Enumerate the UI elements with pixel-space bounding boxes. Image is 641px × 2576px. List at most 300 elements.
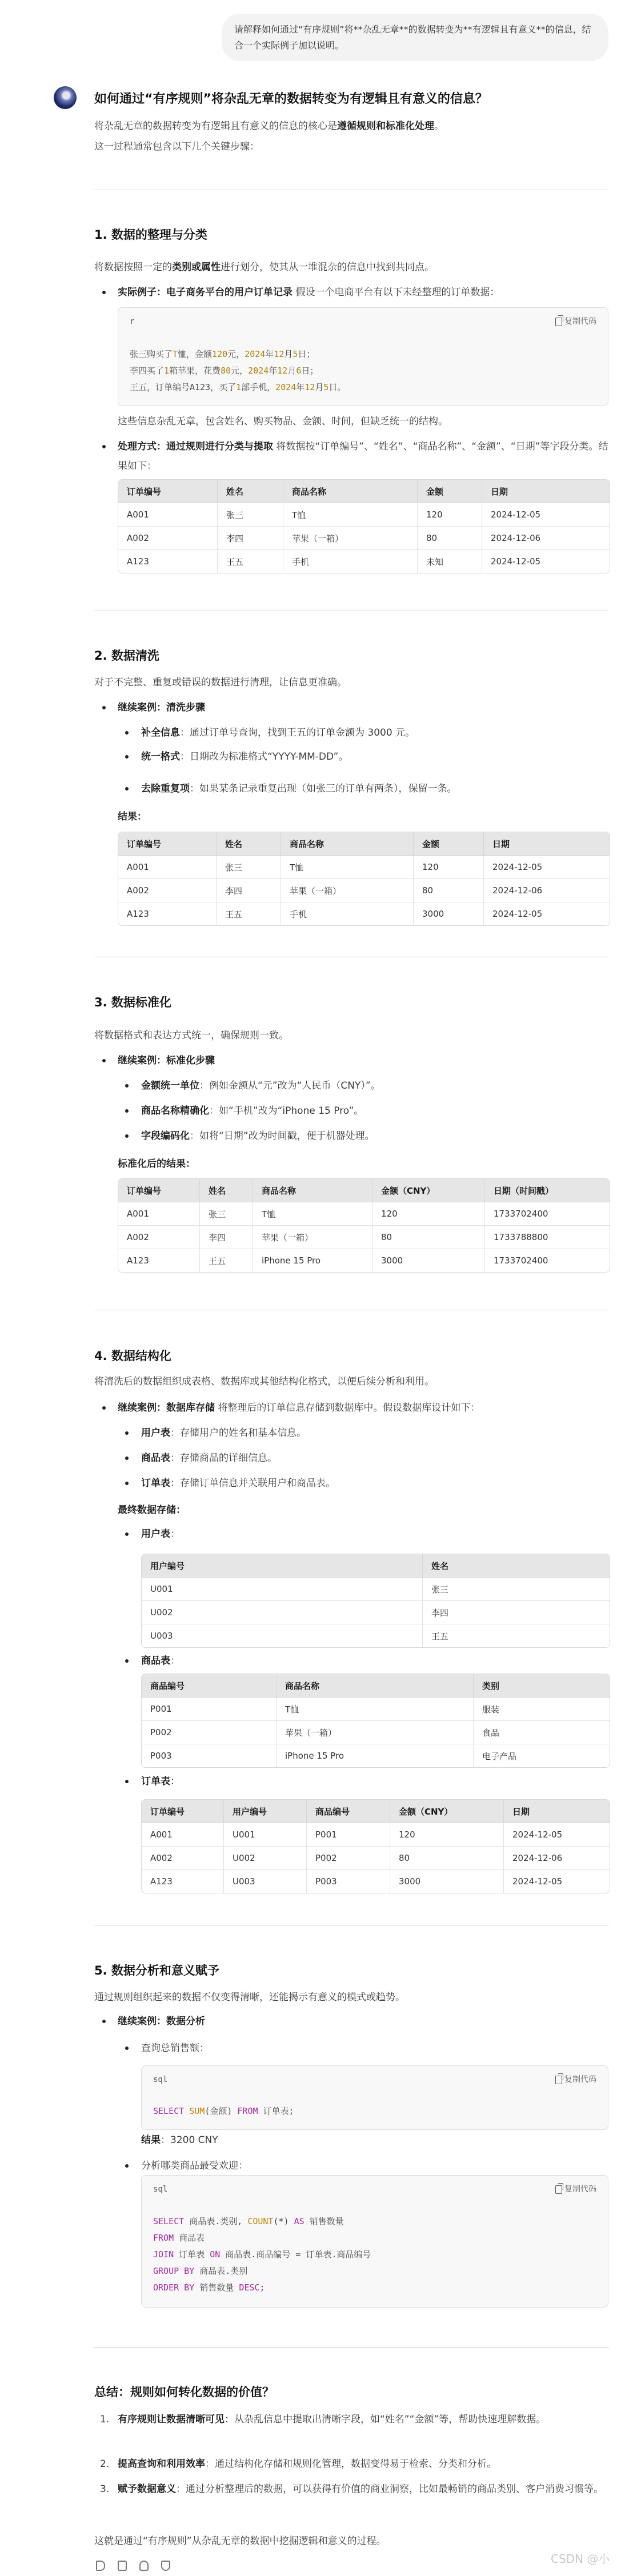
code-number: 5 [293, 349, 298, 359]
code-text: 箱苹果，花费 [169, 366, 221, 376]
code-number: 12 [277, 366, 288, 376]
list-number: 3. [100, 2483, 110, 2495]
code-text: 年 [265, 349, 274, 359]
code-keyword: SELECT [153, 2216, 185, 2226]
section-2-sub-3 [141, 782, 457, 796]
table-cell: 2024-12-05 [482, 549, 610, 573]
table-cell: A002 [142, 1846, 224, 1869]
section-3-sub-3 [141, 1129, 375, 1143]
table-cell: P001 [307, 1823, 390, 1846]
section-3-bullet [118, 1054, 215, 1068]
intro-paragraph [94, 119, 444, 133]
code-text: 订单表 [174, 2249, 210, 2260]
table-row [118, 503, 610, 526]
bold-text: 补全信息 [141, 727, 180, 739]
table-cell: 120 [418, 503, 482, 526]
code-lines [153, 2213, 371, 2296]
section-2-heading: 2. 数据清洗 [94, 649, 159, 663]
code-text: 日； [298, 349, 315, 359]
intro-paragraph-2: 这一过程通常包含以下几个关键步骤： [94, 141, 259, 153]
bold-text: 商品表 [141, 1655, 170, 1667]
section-2-result-label [118, 810, 147, 824]
code-line [153, 2246, 371, 2263]
table-cell: A002 [118, 1225, 200, 1249]
bullet-dot [125, 1109, 129, 1113]
text: ：如果某条记录重复出现（如张三的订单有两条），保留一条。 [190, 783, 457, 795]
column-header: 商品编号 [142, 1674, 277, 1698]
code-text: 月 [287, 366, 297, 376]
bold-text: 用户表 [141, 1427, 170, 1439]
table-cell: A001 [118, 856, 217, 878]
products-table [141, 1674, 610, 1768]
table-cell: U001 [142, 1578, 423, 1600]
column-header: 商品名称 [253, 1179, 372, 1202]
code-text: 日。 [328, 382, 346, 392]
table-cell: P002 [142, 1720, 277, 1744]
code-language-label: r [130, 317, 135, 326]
divider [94, 2347, 609, 2348]
table-cell: 80 [414, 878, 484, 902]
bullet-dot [125, 1659, 129, 1663]
table-row [142, 1869, 610, 1893]
orders-table [141, 1799, 610, 1893]
text: ：存储用户的姓名和基本信息。 [170, 1427, 306, 1439]
table-cell: A002 [118, 526, 218, 549]
csdn-watermark: CSDN @小 [551, 2552, 610, 2566]
column-header: 日期 [484, 832, 610, 856]
copy-code-button[interactable] [555, 2182, 596, 2196]
bold-text: 提高查询和利用效率 [118, 2458, 205, 2470]
code-text: 年 [296, 382, 305, 392]
copy-icon [555, 2185, 562, 2194]
table-cell: P002 [307, 1846, 390, 1869]
orders-table-standardized [118, 1178, 610, 1273]
text: ：通过结构化存储和规则化管理，数据变得易于检索、分类和分析。 [205, 2458, 496, 2470]
text: ：如将“日期”改为时间戳，便于机器处理。 [190, 1130, 375, 1142]
section-2-sub-2 [141, 750, 348, 764]
bullet-dot [125, 731, 129, 735]
bullet-dot [125, 1532, 129, 1536]
section-5-paragraph: 通过规则组织起来的数据不仅变得清晰，还能揭示有意义的模式或趋势。 [94, 1992, 405, 2003]
column-header: 用户编号 [224, 1800, 307, 1823]
table-cell: U003 [224, 1869, 307, 1893]
table-row [142, 1698, 610, 1720]
table-cell: 王五 [217, 902, 281, 925]
table-row [142, 1600, 610, 1624]
bullet-dot [102, 1406, 106, 1410]
table-cell: T恤 [283, 503, 418, 526]
bullet-dot [102, 706, 106, 709]
table-header-row [142, 1800, 610, 1823]
bullet-dot [125, 2164, 129, 2168]
table-cell: U002 [224, 1846, 307, 1869]
bold-text: 订单表 [141, 1478, 170, 1489]
column-header: 金额（CNY） [390, 1800, 504, 1823]
table-cell: 120 [414, 856, 484, 878]
copy-code-button[interactable] [555, 315, 596, 328]
table-header-row [118, 480, 610, 503]
bold-text: 结果 [141, 2134, 161, 2146]
table-cell: 120 [372, 1202, 485, 1225]
table-cell: 3000 [372, 1249, 485, 1272]
bold-text: 类别或属性 [172, 262, 221, 273]
code-number: 5 [323, 382, 329, 392]
table-cell: U001 [224, 1823, 307, 1846]
closing-paragraph: 这就是通过“有序规则”从杂乱无章的数据中挖掘逻辑和意义的过程。 [94, 2535, 386, 2547]
table-row [142, 1720, 610, 1744]
code-text: 元， [227, 349, 245, 359]
table-cell: 李四 [218, 526, 283, 549]
code-text: ; [259, 2282, 265, 2293]
table-cell: iPhone 15 Pro [277, 1744, 474, 1767]
bold-text: 继续案例：数据分析 [118, 2016, 205, 2027]
column-header: 姓名 [217, 832, 281, 856]
column-header: 金额 [414, 832, 484, 856]
copy-icon [555, 2076, 562, 2084]
bold-text: 金额统一单位 [141, 1080, 199, 1092]
text: ： [170, 1776, 180, 1787]
code-line [153, 2213, 371, 2230]
section-2-sub-1 [141, 726, 415, 740]
code-number: 2024 [245, 349, 266, 359]
list-number: 1. [100, 2414, 110, 2425]
code-keyword: GROUP BY [153, 2266, 195, 2276]
column-header: 订单编号 [118, 480, 218, 503]
bullet-dot [125, 787, 129, 791]
column-header: 商品名称 [283, 480, 418, 503]
bold-text: 用户表 [141, 1528, 170, 1540]
text: ： [170, 1655, 180, 1667]
text: 进行划分，使其从一堆混杂的信息中找到共同点。 [221, 262, 434, 273]
answer-title: 如何通过“有序规则”将杂乱无章的数据转变为有逻辑且有意义的信息？ [94, 92, 488, 106]
section-4-heading: 4. 数据结构化 [94, 1349, 171, 1363]
section-3-heading: 3. 数据标准化 [94, 996, 171, 1009]
column-header: 订单编号 [118, 1179, 200, 1202]
code-keyword: JOIN [153, 2249, 174, 2260]
bullet-dot [125, 755, 129, 759]
section-5-bullet [118, 2015, 205, 2028]
table-cell: T恤 [253, 1202, 372, 1225]
column-header: 商品名称 [277, 1674, 474, 1698]
copy-code-button[interactable] [555, 2073, 596, 2087]
code-text: 恤，金额 [178, 349, 213, 359]
table-header-row [142, 1674, 610, 1698]
table-cell: 李四 [217, 878, 281, 902]
table-header-row [118, 1179, 610, 1202]
code-function: SUM [189, 2106, 205, 2116]
table-cell: 李四 [423, 1600, 610, 1624]
bold-text: 有序规则让数据清晰可见 [118, 2414, 225, 2425]
bold-text: 去除重复项 [141, 783, 190, 795]
section-1-bullet-1 [118, 286, 499, 299]
column-header: 姓名 [218, 480, 283, 503]
table-row [142, 1846, 610, 1869]
section-4-sub-3 [141, 1476, 335, 1490]
table-cell: 苹果（一箱） [253, 1225, 372, 1249]
table-cell: 80 [418, 526, 482, 549]
table-cell: 张三 [217, 856, 281, 878]
column-header: 订单编号 [142, 1800, 224, 1823]
table-cell: A001 [118, 503, 218, 526]
table-cell: 3000 [414, 902, 484, 925]
column-header: 商品名称 [281, 832, 414, 856]
bold-text: 标准化后的结果： [118, 1158, 195, 1170]
text: 假设一个电商平台有以下未经整理的订单数据： [293, 287, 500, 298]
code-text: 王五，订单编号A123，买了 [130, 382, 237, 392]
copy-code-label: 复制代码 [564, 2185, 596, 2194]
thumbs-up-icon[interactable] [139, 2561, 149, 2571]
bullet-dot [125, 1431, 129, 1435]
code-keyword: FROM [153, 2233, 174, 2243]
table-row [142, 1624, 610, 1647]
users-table-label [141, 1527, 180, 1541]
bold-text: 继续案例：标准化步骤 [118, 1055, 215, 1066]
text: ：存储订单信息并关联用户和商品表。 [170, 1478, 335, 1489]
code-line [153, 2103, 294, 2120]
sql-code-block-1 [141, 2065, 608, 2130]
text: ：通过订单号查询，找到王五的订单金额为 3000 元。 [180, 727, 415, 739]
bold-text: 实际例子：电子商务平台的用户订单记录 [118, 287, 293, 298]
code-lines [153, 2103, 294, 2120]
text: ：例如金额从“元”改为“人民币（CNY）”。 [199, 1080, 380, 1092]
table-row [118, 902, 610, 925]
code-number: 120 [212, 349, 228, 359]
table-cell: 2024-12-05 [504, 1869, 610, 1893]
orders-table-raw [118, 479, 610, 573]
bullet-dot [102, 291, 106, 294]
bold-text: 统一格式 [141, 751, 180, 763]
assistant-avatar [54, 86, 77, 109]
table-header-row [118, 832, 610, 856]
code-line [130, 379, 346, 396]
code-text: 日； [301, 366, 319, 376]
table-row [118, 1202, 610, 1225]
code-keyword: ORDER BY [153, 2282, 195, 2293]
table-cell: iPhone 15 Pro [253, 1249, 372, 1272]
bullet-dot [125, 1456, 129, 1460]
bullet-dot [125, 1780, 129, 1783]
table-cell: 手机 [283, 549, 418, 573]
section-4-bullet [118, 1401, 480, 1415]
code-text: 部手机， [241, 382, 276, 392]
table-cell: 王五 [218, 549, 283, 573]
code-text: 李四买了 [130, 366, 165, 376]
bullet-dot [102, 2020, 106, 2023]
code-number: 2024 [275, 382, 297, 392]
table-cell: 未知 [418, 549, 482, 573]
code-number: 1 [236, 382, 242, 392]
table-cell: 食品 [474, 1720, 610, 1744]
column-header: 姓名 [200, 1179, 253, 1202]
code-text: 张三购买了 [130, 349, 173, 359]
table-cell: 苹果（一箱） [281, 878, 414, 902]
table-row [118, 1249, 610, 1272]
code-function: COUNT [247, 2216, 274, 2226]
table-cell: A002 [118, 878, 217, 902]
section-1-paragraph [94, 260, 434, 274]
table-cell: P001 [142, 1698, 277, 1720]
sum-result [141, 2133, 218, 2147]
table-cell: 王五 [200, 1249, 253, 1272]
intro-text: 将杂乱无章的数据转变为有逻辑且有意义的信息的核心是 [94, 121, 337, 132]
code-keyword: FROM [237, 2106, 258, 2116]
code-keyword: SELECT [153, 2106, 185, 2116]
column-header: 商品编号 [307, 1800, 390, 1823]
code-language-label: sql [153, 2185, 168, 2194]
code-line [153, 2263, 371, 2280]
bold-text: 商品名称精确化 [141, 1105, 209, 1117]
bold-text: 处理方式：通过规则进行分类与提取 [118, 441, 273, 452]
table-cell: 张三 [200, 1202, 253, 1225]
table-cell: 80 [372, 1225, 485, 1249]
column-header: 日期 [482, 480, 610, 503]
bold-text: 商品表 [141, 1452, 170, 1464]
code-text: (*) [273, 2216, 294, 2226]
code-text: 月 [315, 382, 324, 392]
bullet-dot [125, 2047, 129, 2050]
table-header-row [142, 1554, 610, 1578]
table-cell: T恤 [281, 856, 414, 878]
bold-text: 继续案例：数据库存储 [118, 1402, 215, 1414]
column-header: 金额 [418, 480, 482, 503]
table-cell: U003 [142, 1624, 423, 1647]
code-text: 商品表.类别 [194, 2266, 248, 2276]
orders-table-label [141, 1775, 180, 1788]
code-keyword: DESC [239, 2282, 260, 2293]
summary-heading: 总结：规则如何转化数据的价值？ [94, 2385, 274, 2399]
bold-text: 订单表 [141, 1776, 170, 1787]
column-header: 订单编号 [118, 832, 217, 856]
table-cell: 1733788800 [485, 1225, 610, 1249]
code-text: 商品表.类别, [184, 2216, 248, 2226]
bold-text: 最终数据存储： [118, 1504, 186, 1516]
table-cell: 2024-12-06 [484, 878, 610, 902]
intro-end: 。 [434, 121, 444, 132]
table-cell: 2024-12-05 [492, 862, 543, 872]
code-text: 商品表 [174, 2233, 205, 2243]
summary-item-2 [118, 2454, 603, 2474]
table-cell: 80 [390, 1846, 504, 1869]
code-text [184, 2106, 189, 2116]
bold-text: 继续案例：清洗步骤 [118, 702, 205, 713]
code-number: 80 [221, 366, 231, 376]
bullet-dot [125, 1482, 129, 1485]
copy-code-label: 复制代码 [564, 317, 596, 326]
table-row [142, 1823, 610, 1846]
text: ：存储商品的详细信息。 [170, 1452, 277, 1464]
text: ： [170, 1528, 180, 1540]
code-number: 12 [305, 382, 315, 392]
table-cell: A123 [118, 902, 217, 925]
table-cell: 2024-12-05 [484, 902, 610, 925]
text: ：日期改为标准格式“YYYY-MM-DD”。 [180, 751, 348, 763]
text: ：从杂乱信息中提取出清晰字段，如“姓名”“金额”等，帮助快速理解数据。 [225, 2414, 546, 2425]
code-text: 元， [231, 366, 249, 376]
code-keyword: AS [294, 2216, 305, 2226]
column-header: 日期（时间戳） [485, 1179, 610, 1202]
table-cell: 2024-12-05 [491, 509, 541, 520]
text: 将数据按照一定的 [94, 262, 172, 273]
column-header: 用户编号 [142, 1554, 423, 1578]
code-text: 年 [269, 366, 278, 376]
table-cell: 张三 [431, 1584, 449, 1595]
user-message-bubble [222, 14, 608, 61]
code-text: 月 [284, 349, 293, 359]
section-1-bullet-2 [118, 437, 608, 476]
code-text: 销售数量 [194, 2282, 239, 2293]
text: ：3200 CNY [161, 2134, 218, 2146]
table-cell: 1733702400 [485, 1249, 610, 1272]
table-cell: 苹果（一箱） [283, 526, 418, 549]
orders-table-cleaned [118, 832, 610, 926]
code-lines [130, 346, 346, 396]
table-cell: A123 [118, 549, 218, 573]
code-text: 订单表; [258, 2106, 294, 2116]
section-4-paragraph: 将清洗后的数据组织成表格、数据库或其他结构化格式，以便后续分析和利用。 [94, 1376, 434, 1387]
section-5-heading: 5. 数据分析和意义赋予 [94, 1964, 219, 1977]
table-cell: P003 [142, 1744, 277, 1767]
table-row [118, 549, 610, 573]
section-3-paragraph: 将数据格式和表达方式统一，确保规则一致。 [94, 1030, 289, 1041]
table-cell: 电子产品 [474, 1744, 610, 1767]
table-cell: 张三 [218, 503, 283, 526]
sql-code-block-2 [141, 2175, 608, 2308]
table-cell: A001 [142, 1823, 224, 1846]
code-number: 6 [296, 366, 302, 376]
section-2-bullet [118, 701, 205, 715]
table-cell: P003 [307, 1869, 390, 1893]
column-header: 日期 [504, 1800, 610, 1823]
section-1-heading: 1. 数据的整理与分类 [94, 228, 207, 242]
bullet-dot [125, 1084, 129, 1088]
table-cell: 李四 [200, 1225, 253, 1249]
table-row [142, 1578, 610, 1600]
code-number: 2024 [248, 366, 269, 376]
code-text: (金额) [205, 2106, 238, 2116]
table-row [118, 1225, 610, 1249]
bold-text: 赋予数据意义 [118, 2483, 176, 2495]
section-3-result-label [118, 1157, 195, 1171]
thumbs-down-icon[interactable] [161, 2561, 170, 2571]
table-cell: 苹果（一箱） [277, 1720, 474, 1744]
code-line [130, 346, 346, 363]
list-number: 2. [100, 2458, 110, 2470]
text: 将数据按“订单编号”、“姓名”、“商品名称”、“金额”、“日期”等字段分类。结果如下： [118, 441, 608, 472]
code-keyword: ON [210, 2249, 221, 2260]
intro-bold: 遵循规则和标准化处理 [337, 121, 434, 132]
section-5-sub-1: 查询总销售额： [141, 2043, 209, 2054]
column-header: 姓名 [423, 1554, 610, 1578]
summary-item-3 [118, 2479, 603, 2499]
bullet-dot [102, 445, 106, 448]
table-cell: 3000 [390, 1869, 504, 1893]
bold-text: 结果： [118, 811, 147, 822]
code-number: 1 [164, 366, 170, 376]
code-number: 12 [274, 349, 285, 359]
table-cell: 120 [390, 1823, 504, 1846]
table-cell: 2024-12-06 [504, 1846, 610, 1869]
table-cell: 2024-12-05 [512, 1829, 563, 1840]
copy-icon[interactable] [118, 2561, 127, 2571]
users-table [141, 1554, 610, 1648]
table-cell: 服装 [482, 1704, 500, 1715]
column-header: 金额（CNY） [372, 1179, 485, 1202]
section-2-paragraph: 对于不完整、重复或错误的数据进行清理，让信息更准确。 [94, 677, 347, 688]
text: ：通过分析整理后的数据，可以获得有价值的商业洞察，比如最畅销的商品类别、客户消费习惯等。 [176, 2483, 603, 2495]
speaker-icon[interactable] [96, 2561, 105, 2571]
final-storage-label [118, 1503, 186, 1517]
table-cell: A123 [142, 1869, 224, 1893]
